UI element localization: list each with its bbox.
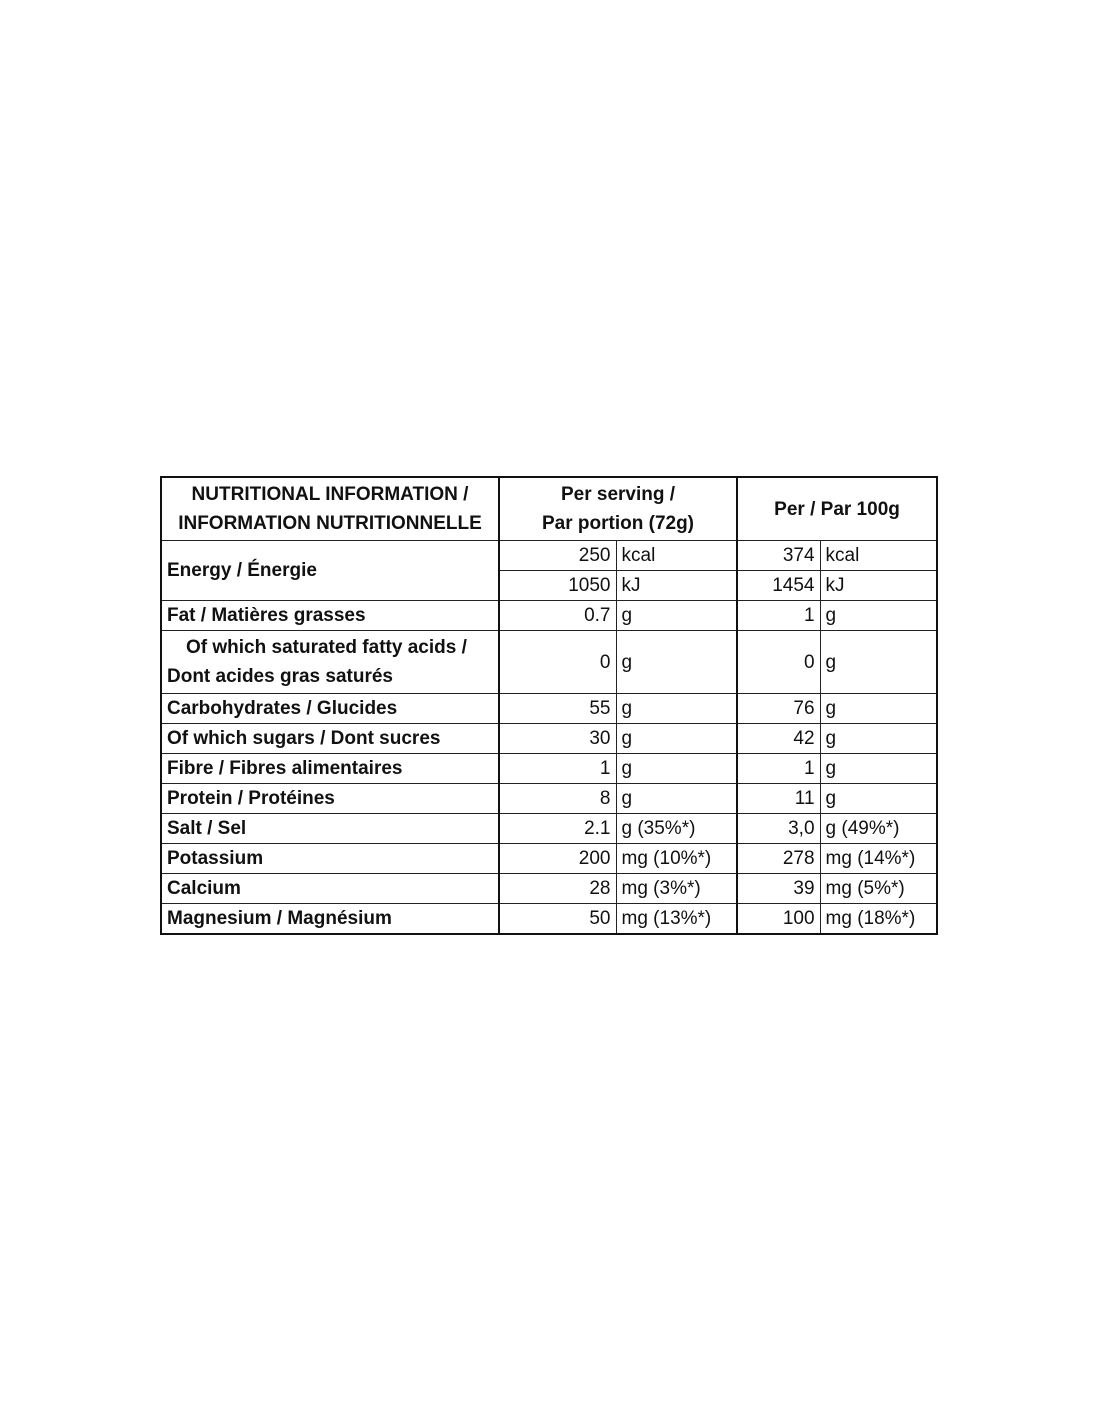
header-per-100g: Per / Par 100g — [737, 477, 937, 541]
serving-unit: mg (13%*) — [616, 904, 737, 935]
energy-kj-100g: 1454 — [737, 571, 820, 601]
serving-unit: g — [616, 724, 737, 754]
fat-label: Fat / Matières grasses — [161, 601, 499, 631]
fat-100g: 1 — [737, 601, 820, 631]
nutrient-label: Fibre / Fibres alimentaires — [161, 754, 499, 784]
serving-value: 1 — [499, 754, 616, 784]
serving-value: 30 — [499, 724, 616, 754]
saturated-100g-unit: g — [820, 631, 937, 694]
table-row — [161, 904, 937, 935]
per100-unit: mg (14%*) — [820, 844, 937, 874]
energy-kj-unit-100g: kJ — [820, 571, 937, 601]
table-row — [161, 784, 937, 814]
per100-value: 278 — [737, 844, 820, 874]
nutrient-label: Calcium — [161, 874, 499, 904]
serving-unit: g (35%*) — [616, 814, 737, 844]
per100-unit: g — [820, 754, 937, 784]
serving-value: 28 — [499, 874, 616, 904]
per100-unit: g — [820, 784, 937, 814]
energy-kj-unit: kJ — [616, 571, 737, 601]
serving-value: 2.1 — [499, 814, 616, 844]
table-row — [161, 874, 937, 904]
per100-unit: g (49%*) — [820, 814, 937, 844]
per100-value: 39 — [737, 874, 820, 904]
per100-unit: g — [820, 724, 937, 754]
per100-unit: mg (18%*) — [820, 904, 937, 935]
header-serving-line1: Per serving / — [560, 484, 676, 505]
energy-label: Energy / Énergie — [161, 541, 499, 601]
saturated-label-line2: Dont acides gras saturés — [167, 666, 393, 687]
energy-kj-serving: 1050 — [499, 571, 616, 601]
energy-kcal-100g: 374 — [737, 541, 820, 571]
per100-unit: mg (5%*) — [820, 874, 937, 904]
per100-value: 100 — [737, 904, 820, 935]
serving-value: 200 — [499, 844, 616, 874]
serving-unit: mg (10%*) — [616, 844, 737, 874]
saturated-row — [161, 631, 937, 694]
table-row — [161, 844, 937, 874]
saturated-serving-unit: g — [616, 631, 737, 694]
header-nutrient-line2: INFORMATION NUTRITIONNELLE — [178, 513, 482, 534]
serving-value: 50 — [499, 904, 616, 935]
header-per-serving — [499, 477, 737, 541]
energy-kcal-unit: kcal — [616, 541, 737, 571]
nutrient-label: Salt / Sel — [161, 814, 499, 844]
per100-value: 3,0 — [737, 814, 820, 844]
per100-unit: g — [820, 694, 937, 724]
nutrient-label: Carbohydrates / Glucides — [161, 694, 499, 724]
header-nutrient-line1: NUTRITIONAL INFORMATION / — [191, 484, 469, 505]
serving-value: 55 — [499, 694, 616, 724]
nutrient-label: Magnesium / Magnésium — [161, 904, 499, 935]
fat-serving: 0.7 — [499, 601, 616, 631]
serving-unit: mg (3%*) — [616, 874, 737, 904]
table-row — [161, 754, 937, 784]
serving-unit: g — [616, 754, 737, 784]
energy-row-kcal — [161, 541, 937, 571]
saturated-serving: 0 — [499, 631, 616, 694]
serving-unit: g — [616, 784, 737, 814]
saturated-100g: 0 — [737, 631, 820, 694]
per100-value: 42 — [737, 724, 820, 754]
fat-serving-unit: g — [616, 601, 737, 631]
header-serving-line2: Par portion (72g) — [542, 513, 695, 534]
header-row — [161, 477, 937, 541]
nutrient-label: Potassium — [161, 844, 499, 874]
per100-value: 11 — [737, 784, 820, 814]
nutrient-label: Protein / Protéines — [161, 784, 499, 814]
header-nutrient — [161, 477, 499, 541]
per100-value: 76 — [737, 694, 820, 724]
per100-value: 1 — [737, 754, 820, 784]
nutrient-label: Of which sugars / Dont sucres — [161, 724, 499, 754]
fat-row — [161, 601, 937, 631]
energy-kcal-serving: 250 — [499, 541, 616, 571]
nutrition-table — [160, 476, 938, 935]
energy-kcal-unit-100g: kcal — [820, 541, 937, 571]
serving-unit: g — [616, 694, 737, 724]
table-row — [161, 694, 937, 724]
saturated-label-line1: Of which saturated fatty acids / — [186, 637, 467, 658]
saturated-label — [161, 631, 499, 694]
serving-value: 8 — [499, 784, 616, 814]
table-row — [161, 814, 937, 844]
table-row — [161, 724, 937, 754]
fat-100g-unit: g — [820, 601, 937, 631]
